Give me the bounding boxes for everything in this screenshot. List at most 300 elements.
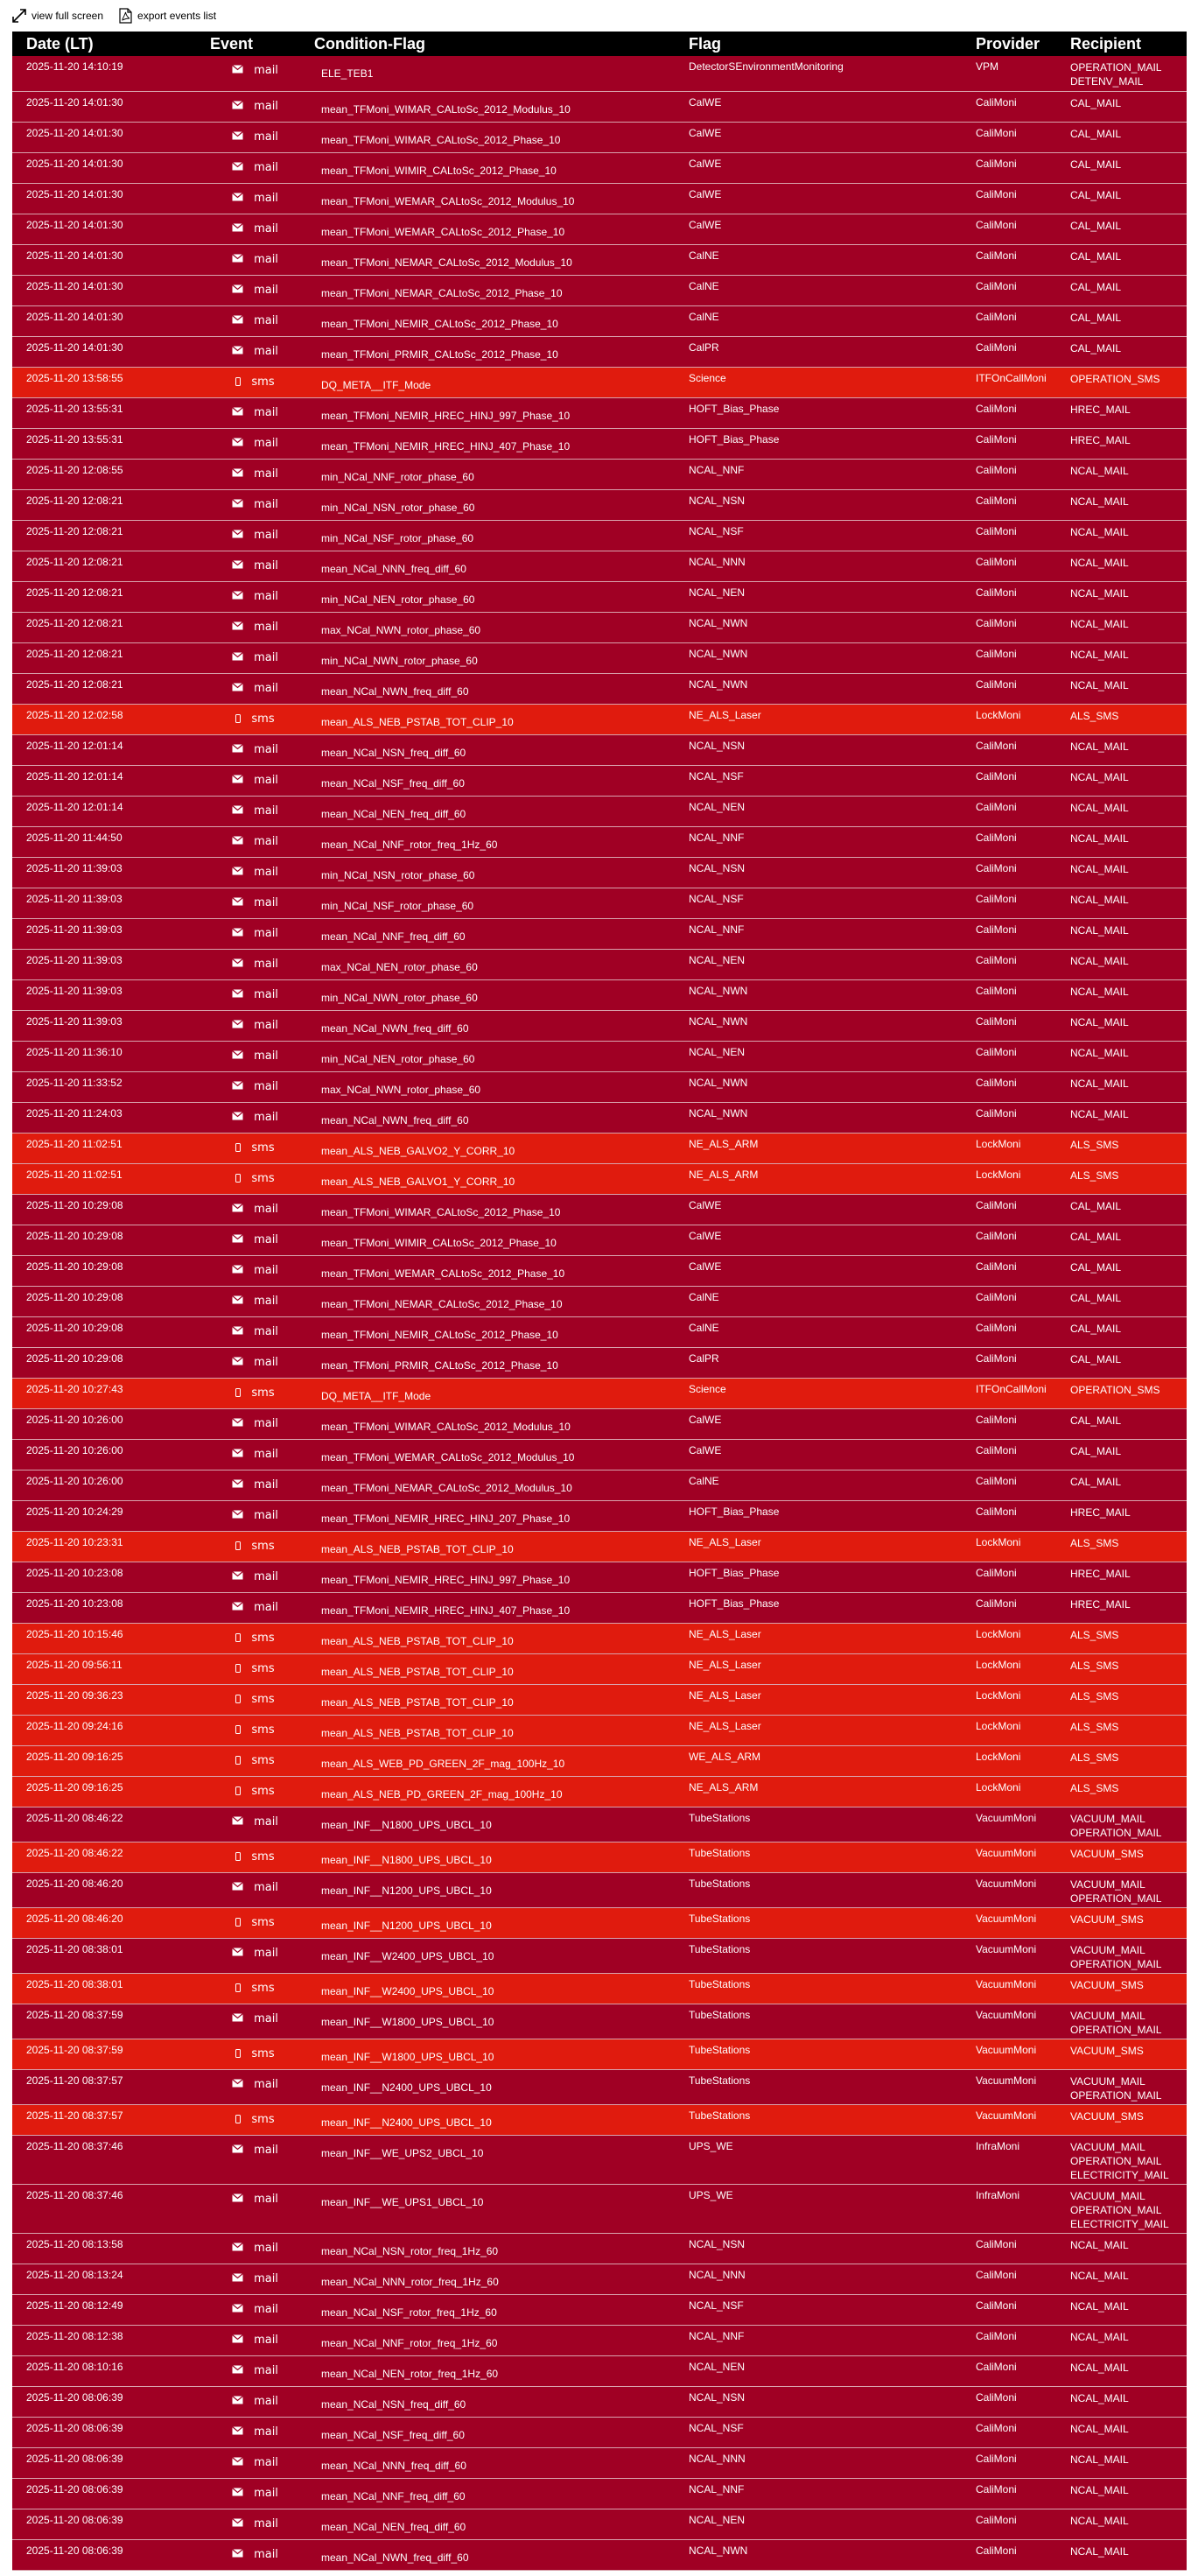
cell-provider: LockMoni xyxy=(976,1535,1021,1548)
cell-flag: NCAL_NWN xyxy=(689,1014,748,1028)
table-row[interactable] xyxy=(12,1938,1187,1973)
cell-flag: DetectorSEnvironmentMonitoring xyxy=(689,60,844,73)
event-type-label: mail xyxy=(254,313,278,327)
mail-icon xyxy=(232,467,243,481)
recipient-name: NCAL_MAIL xyxy=(1070,740,1129,753)
recipient-name: HREC_MAIL xyxy=(1070,433,1131,446)
cell-flag: Science xyxy=(689,371,726,384)
event-type-label: mail xyxy=(254,834,278,848)
cell-provider: CaliMoni xyxy=(976,2268,1017,2281)
recipient-name: CAL_MAIL xyxy=(1070,1352,1122,1365)
cell-condition-flag: mean_NCal_NWN_freq_diff_60 xyxy=(321,2551,469,2564)
view-full-screen-link[interactable] xyxy=(12,9,103,23)
cell-event xyxy=(203,489,307,520)
table-row[interactable] xyxy=(12,244,1187,275)
cell-event xyxy=(203,979,307,1010)
cell-event xyxy=(203,2325,307,2355)
recipient-name: NCAL_MAIL xyxy=(1070,678,1129,691)
recipient-name: NCAL_MAIL xyxy=(1070,770,1129,783)
cell-event xyxy=(203,1286,307,1316)
event-type-label: mail xyxy=(254,130,278,144)
cell-provider: CaliMoni xyxy=(976,95,1017,109)
table-row[interactable] xyxy=(12,979,1187,1010)
event-type-label: mail xyxy=(254,405,278,419)
header-condition-flag[interactable]: Condition-Flag xyxy=(307,32,689,56)
cell-event xyxy=(203,1842,307,1872)
cell-event xyxy=(203,122,307,152)
table-row[interactable] xyxy=(12,2294,1187,2325)
cell-condition-flag: mean_NCal_NNN_freq_diff_60 xyxy=(321,2459,466,2472)
table-row[interactable] xyxy=(12,673,1187,704)
cell-date: 2025-11-20 14:01:30 xyxy=(26,187,123,200)
table-row[interactable] xyxy=(12,2386,1187,2417)
cell-event xyxy=(203,1500,307,1531)
cell-condition-flag: mean_NCal_NNF_rotor_freq_1Hz_60 xyxy=(321,2336,498,2349)
recipient-name: NCAL_MAIL xyxy=(1070,525,1129,538)
recipient-name: OPERATION_MAIL xyxy=(1070,2154,1162,2167)
table-row[interactable] xyxy=(12,1071,1187,1102)
cell-event xyxy=(203,2264,307,2294)
table-row[interactable] xyxy=(12,949,1187,979)
table-row[interactable] xyxy=(12,1592,1187,1623)
cell-provider: CaliMoni xyxy=(976,157,1017,170)
cell-event xyxy=(203,1872,307,1907)
table-row[interactable] xyxy=(12,1562,1187,1592)
recipient-name: OPERATION_MAIL xyxy=(1070,1957,1162,1970)
recipient-name: ALS_SMS xyxy=(1070,1659,1119,1672)
event-type-label: mail xyxy=(254,1569,278,1583)
view-full-screen-label: view full screen xyxy=(32,10,104,22)
export-events-label: export events list xyxy=(137,10,217,22)
table-row[interactable] xyxy=(12,367,1187,397)
cell-flag: NE_ALS_ARM xyxy=(689,1168,759,1181)
table-row[interactable] xyxy=(12,2355,1187,2386)
mail-icon xyxy=(232,804,243,818)
table-row[interactable] xyxy=(12,305,1187,336)
header-event[interactable]: Event xyxy=(203,32,307,56)
recipient-name: NCAL_MAIL xyxy=(1070,1015,1129,1028)
header-flag[interactable]: Flag xyxy=(689,32,976,56)
event-type-label: sms xyxy=(251,1386,275,1400)
event-type-label: sms xyxy=(251,1981,275,1995)
recipient-name: VACUUM_SMS xyxy=(1070,2109,1144,2123)
table-row[interactable] xyxy=(12,1439,1187,1470)
cell-event xyxy=(203,918,307,949)
cell-provider: CaliMoni xyxy=(976,2482,1017,2495)
cell-condition-flag: mean_INF__WE_UPS2_UBCL_10 xyxy=(321,2146,484,2159)
table-row[interactable] xyxy=(12,428,1187,459)
cell-provider: CaliMoni xyxy=(976,402,1017,415)
cell-event xyxy=(203,734,307,765)
cell-recipient xyxy=(1070,1439,1187,1470)
cell-recipient xyxy=(1070,397,1187,428)
cell-flag: CalPR xyxy=(689,340,719,354)
recipient-name: CAL_MAIL xyxy=(1070,158,1122,171)
cell-event xyxy=(203,1653,307,1684)
cell-date: 2025-11-20 10:29:08 xyxy=(26,1229,123,1242)
cell-recipient xyxy=(1070,2417,1187,2447)
table-row[interactable] xyxy=(12,91,1187,122)
mobile-phone-icon xyxy=(235,377,241,386)
cell-condition-flag: mean_TFMoni_WEMAR_CALtoSc_2012_Modulus_10 xyxy=(321,194,575,207)
table-row[interactable] xyxy=(12,1255,1187,1286)
cell-recipient xyxy=(1070,2539,1187,2570)
table-row[interactable] xyxy=(12,918,1187,949)
cell-flag: TubeStations xyxy=(689,1912,751,1925)
table-row[interactable] xyxy=(12,459,1187,489)
cell-flag: NCAL_NSN xyxy=(689,739,746,752)
mail-icon xyxy=(232,2303,243,2316)
cell-flag: TubeStations xyxy=(689,1977,751,1990)
cell-condition-flag: mean_NCal_NEN_freq_diff_60 xyxy=(321,2520,466,2533)
cell-flag: NCAL_NWN xyxy=(689,677,748,691)
recipient-name: NCAL_MAIL xyxy=(1070,648,1129,661)
cell-condition-flag: mean_TFMoni_WIMAR_CALtoSc_2012_Modulus_10 xyxy=(321,102,571,116)
cell-event xyxy=(203,1623,307,1653)
cell-date: 2025-11-20 08:46:22 xyxy=(26,1811,123,1824)
table-row[interactable] xyxy=(12,642,1187,673)
cell-flag: TubeStations xyxy=(689,2074,751,2087)
cell-condition-flag: mean_INF__N2400_UPS_UBCL_10 xyxy=(321,2116,492,2129)
cell-recipient xyxy=(1070,1842,1187,1872)
table-row[interactable] xyxy=(12,1102,1187,1133)
event-type-label: mail xyxy=(254,1294,278,1308)
cell-recipient xyxy=(1070,673,1187,704)
cell-condition-flag: mean_NCal_NSN_rotor_freq_1Hz_60 xyxy=(321,2244,499,2257)
cell-recipient xyxy=(1070,1071,1187,1102)
table-row[interactable] xyxy=(12,489,1187,520)
cell-event xyxy=(203,796,307,826)
table-row[interactable] xyxy=(12,1041,1187,1071)
table-row[interactable] xyxy=(12,1872,1187,1907)
cell-flag: UPS_WE xyxy=(689,2139,733,2152)
recipient-name: CAL_MAIL xyxy=(1070,1475,1122,1488)
cell-date: 2025-11-20 11:39:03 xyxy=(26,984,123,997)
table-row[interactable] xyxy=(12,2069,1187,2104)
cell-flag: NE_ALS_Laser xyxy=(689,1658,761,1671)
table-row[interactable] xyxy=(12,2135,1187,2184)
recipient-name: VACUUM_SMS xyxy=(1070,2044,1144,2057)
table-row[interactable] xyxy=(12,2264,1187,2294)
event-type-label: mail xyxy=(254,773,278,787)
recipient-name: OPERATION_MAIL xyxy=(1070,2088,1162,2102)
mail-icon xyxy=(232,2548,243,2561)
cell-recipient xyxy=(1070,1653,1187,1684)
cell-event xyxy=(203,1776,307,1807)
table-row[interactable] xyxy=(12,336,1187,367)
event-type-label: mail xyxy=(254,1079,278,1093)
cell-date: 2025-11-20 10:29:08 xyxy=(26,1321,123,1334)
table-row[interactable] xyxy=(12,2004,1187,2039)
table-row[interactable] xyxy=(12,2447,1187,2478)
table-row[interactable] xyxy=(12,734,1187,765)
table-row[interactable] xyxy=(12,1684,1187,1715)
cell-provider: VacuumMoni xyxy=(976,1846,1037,1859)
recipient-name: OPERATION_SMS xyxy=(1070,372,1160,385)
table-row[interactable] xyxy=(12,1653,1187,1684)
mail-icon xyxy=(232,1264,243,1277)
table-row[interactable] xyxy=(12,2104,1187,2135)
mobile-phone-icon xyxy=(235,1852,241,1861)
cell-condition-flag: mean_ALS_NEB_PSTAB_TOT_CLIP_10 xyxy=(321,1542,514,1555)
recipient-name: NCAL_MAIL xyxy=(1070,2453,1129,2466)
cell-event xyxy=(203,336,307,367)
header-date[interactable]: Date (LT) xyxy=(12,32,203,56)
cell-flag: NE_ALS_Laser xyxy=(689,1719,761,1732)
table-row[interactable] xyxy=(12,1347,1187,1378)
table-row[interactable] xyxy=(12,1500,1187,1531)
table-row[interactable] xyxy=(12,1907,1187,1938)
event-type-label: mail xyxy=(254,865,278,879)
table-row[interactable] xyxy=(12,2039,1187,2069)
cell-recipient xyxy=(1070,979,1187,1010)
cell-date: 2025-11-20 08:37:59 xyxy=(26,2043,123,2056)
cell-event xyxy=(203,2184,307,2233)
table-row[interactable] xyxy=(12,1807,1187,1842)
recipient-name: ALS_SMS xyxy=(1070,1628,1119,1641)
cell-provider: CaliMoni xyxy=(976,126,1017,139)
cell-event xyxy=(203,305,307,336)
cell-condition-flag: mean_ALS_NEB_PSTAB_TOT_CLIP_10 xyxy=(321,1726,514,1739)
cell-recipient xyxy=(1070,1907,1187,1938)
cell-recipient xyxy=(1070,1010,1187,1041)
table-row[interactable] xyxy=(12,551,1187,581)
cell-provider: CaliMoni xyxy=(976,1443,1017,1456)
cell-recipient xyxy=(1070,2509,1187,2539)
table-row[interactable] xyxy=(12,857,1187,888)
cell-provider: VPM xyxy=(976,60,999,73)
mail-icon xyxy=(232,2456,243,2469)
event-type-label: mail xyxy=(254,1324,278,1338)
cell-condition-flag: mean_INF__W1800_UPS_UBCL_10 xyxy=(321,2015,494,2028)
event-type-label: sms xyxy=(251,375,275,389)
table-row[interactable] xyxy=(12,1286,1187,1316)
table-row[interactable] xyxy=(12,56,1187,91)
table-row[interactable] xyxy=(12,1378,1187,1408)
recipient-name: NCAL_MAIL xyxy=(1070,495,1129,508)
cell-date: 2025-11-20 11:44:50 xyxy=(26,831,123,844)
cell-condition-flag: min_NCal_NEN_rotor_phase_60 xyxy=(321,593,475,606)
cell-flag: CalNE xyxy=(689,1474,719,1487)
export-events-link[interactable] xyxy=(119,8,216,24)
recipient-name: CAL_MAIL xyxy=(1070,341,1122,354)
cell-provider: CaliMoni xyxy=(976,494,1017,507)
mobile-phone-icon xyxy=(235,1695,241,1703)
table-row[interactable] xyxy=(12,122,1187,152)
cell-event xyxy=(203,1408,307,1439)
cell-provider: CaliMoni xyxy=(976,524,1017,537)
table-row[interactable] xyxy=(12,1623,1187,1653)
table-row[interactable] xyxy=(12,1194,1187,1225)
cell-provider: CaliMoni xyxy=(976,1290,1017,1303)
cell-recipient xyxy=(1070,152,1187,183)
event-type-label: sms xyxy=(251,712,275,726)
mail-icon xyxy=(232,1570,243,1583)
cell-event xyxy=(203,2135,307,2184)
mail-icon xyxy=(232,100,243,113)
mail-icon xyxy=(232,284,243,297)
cell-date: 2025-11-20 10:23:31 xyxy=(26,1535,123,1548)
cell-event xyxy=(203,1439,307,1470)
cell-condition-flag: mean_ALS_NEB_PSTAB_TOT_CLIP_10 xyxy=(321,1665,514,1678)
mail-icon xyxy=(232,2517,243,2530)
cell-condition-flag: mean_INF__W2400_UPS_UBCL_10 xyxy=(321,1984,494,1997)
cell-flag: NCAL_NNN xyxy=(689,2268,746,2281)
cell-provider: LockMoni xyxy=(976,1137,1021,1150)
cell-flag: NCAL_NNF xyxy=(689,831,745,844)
event-type-label: mail xyxy=(254,804,278,818)
cell-provider: CaliMoni xyxy=(976,1597,1017,1610)
table-row[interactable] xyxy=(12,2325,1187,2355)
table-row[interactable] xyxy=(12,581,1187,612)
cell-provider: CaliMoni xyxy=(976,2360,1017,2373)
cell-event xyxy=(203,2417,307,2447)
cell-recipient xyxy=(1070,459,1187,489)
cell-flag: NCAL_NEN xyxy=(689,2513,746,2526)
event-type-label: mail xyxy=(254,1232,278,1246)
mail-icon xyxy=(232,222,243,235)
cell-date: 2025-11-20 08:46:20 xyxy=(26,1912,123,1925)
event-type-label: mail xyxy=(254,1202,278,1216)
cell-recipient xyxy=(1070,1500,1187,1531)
cell-flag: NCAL_NWN xyxy=(689,1106,748,1120)
cell-condition-flag: DQ_META__ITF_Mode xyxy=(321,378,431,391)
cell-date: 2025-11-20 08:12:49 xyxy=(26,2299,123,2312)
event-type-label: mail xyxy=(254,221,278,235)
table-row[interactable] xyxy=(12,796,1187,826)
recipient-name: ALS_SMS xyxy=(1070,1781,1119,1794)
mail-icon xyxy=(232,161,243,174)
mail-icon xyxy=(232,64,243,77)
cell-provider: CaliMoni xyxy=(976,769,1017,783)
event-type-label: mail xyxy=(254,1263,278,1277)
mobile-phone-icon xyxy=(235,1174,241,1183)
table-row[interactable] xyxy=(12,2539,1187,2570)
table-body xyxy=(12,56,1187,2570)
cell-date: 2025-11-20 10:29:08 xyxy=(26,1290,123,1303)
header-provider[interactable]: Provider xyxy=(976,32,1070,56)
event-type-label: mail xyxy=(254,191,278,205)
recipient-name: VACUUM_SMS xyxy=(1070,1913,1144,1926)
cell-condition-flag: mean_TFMoni_PRMIR_CALtoSc_2012_Phase_10 xyxy=(321,1358,558,1372)
table-row[interactable] xyxy=(12,2478,1187,2509)
recipient-name: NCAL_MAIL xyxy=(1070,1107,1129,1120)
table-row[interactable] xyxy=(12,2417,1187,2447)
recipient-name: NCAL_MAIL xyxy=(1070,1046,1129,1059)
table-row[interactable] xyxy=(12,612,1187,642)
cell-date: 2025-11-20 08:37:46 xyxy=(26,2188,123,2201)
recipient-name: VACUUM_SMS xyxy=(1070,1847,1144,1860)
header-recipient[interactable]: Recipient xyxy=(1070,32,1187,56)
mail-icon xyxy=(232,866,243,879)
table-row[interactable] xyxy=(12,2184,1187,2233)
cell-recipient xyxy=(1070,1470,1187,1500)
mail-icon xyxy=(232,1815,243,1828)
cell-flag: CalWE xyxy=(689,95,722,109)
cell-event xyxy=(203,459,307,489)
mobile-phone-icon xyxy=(235,1983,241,1992)
table-row[interactable] xyxy=(12,1745,1187,1776)
cell-recipient xyxy=(1070,949,1187,979)
table-row[interactable] xyxy=(12,704,1187,734)
table-row[interactable] xyxy=(12,2233,1187,2264)
cell-date: 2025-11-20 10:15:46 xyxy=(26,1627,123,1640)
cell-condition-flag: min_NCal_NNF_rotor_phase_60 xyxy=(321,470,474,483)
cell-event xyxy=(203,2386,307,2417)
cell-event xyxy=(203,1470,307,1500)
cell-recipient xyxy=(1070,1807,1187,1842)
cell-date: 2025-11-20 08:06:39 xyxy=(26,2421,123,2434)
cell-date: 2025-11-20 10:29:08 xyxy=(26,1260,123,1273)
table-row[interactable] xyxy=(12,1225,1187,1255)
mail-icon xyxy=(232,927,243,940)
event-type-label: mail xyxy=(254,2192,278,2206)
table-row[interactable] xyxy=(12,520,1187,551)
cell-date: 2025-11-20 10:24:29 xyxy=(26,1505,123,1518)
table-row[interactable] xyxy=(12,1133,1187,1163)
table-row[interactable] xyxy=(12,2509,1187,2539)
cell-provider: CaliMoni xyxy=(976,1413,1017,1426)
event-type-label: sms xyxy=(251,1784,275,1798)
table-row[interactable] xyxy=(12,152,1187,183)
cell-recipient xyxy=(1070,1623,1187,1653)
cell-date: 2025-11-20 14:10:19 xyxy=(26,60,123,73)
toolbar xyxy=(0,0,1191,32)
event-type-label: mail xyxy=(254,2011,278,2025)
table-row[interactable] xyxy=(12,1316,1187,1347)
cell-recipient xyxy=(1070,826,1187,857)
cell-provider: CaliMoni xyxy=(976,340,1017,354)
table-row[interactable] xyxy=(12,1163,1187,1194)
event-type-label: mail xyxy=(254,2455,278,2469)
cell-recipient xyxy=(1070,642,1187,673)
cell-provider: CaliMoni xyxy=(976,218,1017,231)
cell-event xyxy=(203,91,307,122)
table-row[interactable] xyxy=(12,1776,1187,1807)
cell-event xyxy=(203,2039,307,2069)
event-type-label: mail xyxy=(254,2333,278,2347)
cell-recipient xyxy=(1070,2184,1187,2233)
table-row[interactable] xyxy=(12,275,1187,305)
mail-icon xyxy=(232,2425,243,2439)
cell-flag: NE_ALS_Laser xyxy=(689,1627,761,1640)
table-row[interactable] xyxy=(12,1531,1187,1562)
cell-provider: CaliMoni xyxy=(976,1566,1017,1579)
table-row[interactable] xyxy=(12,1470,1187,1500)
cell-condition-flag: mean_TFMoni_NEMIR_HREC_HINJ_207_Phase_10 xyxy=(321,1512,571,1525)
cell-recipient xyxy=(1070,1938,1187,1973)
table-row[interactable] xyxy=(12,1408,1187,1439)
cell-date: 2025-11-20 11:02:51 xyxy=(26,1137,123,1150)
cell-provider: CaliMoni xyxy=(976,2237,1017,2250)
cell-date: 2025-11-20 10:29:08 xyxy=(26,1198,123,1211)
table-row[interactable] xyxy=(12,214,1187,244)
table-row[interactable] xyxy=(12,1973,1187,2004)
cell-flag: TubeStations xyxy=(689,1846,751,1859)
table-row[interactable] xyxy=(12,765,1187,796)
cell-recipient xyxy=(1070,122,1187,152)
cell-condition-flag: mean_TFMoni_PRMIR_CALtoSc_2012_Phase_10 xyxy=(321,347,558,361)
table-row[interactable] xyxy=(12,826,1187,857)
table-row[interactable] xyxy=(12,888,1187,918)
table-row[interactable] xyxy=(12,397,1187,428)
cell-condition-flag: mean_TFMoni_NEMAR_CALtoSc_2012_Modulus_10 xyxy=(321,256,572,269)
recipient-name: VACUUM_MAIL xyxy=(1070,1812,1145,1825)
table-row[interactable] xyxy=(12,1715,1187,1745)
table-row[interactable] xyxy=(12,1010,1187,1041)
table-row[interactable] xyxy=(12,183,1187,214)
table-row[interactable] xyxy=(12,1842,1187,1872)
